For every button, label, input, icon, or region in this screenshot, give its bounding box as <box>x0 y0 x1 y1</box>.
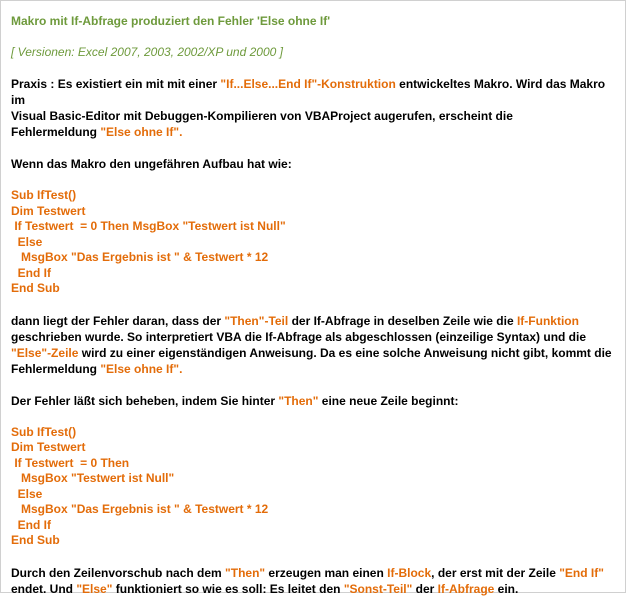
versions-note: [ Versionen: Excel 2007, 2003, 2002/XP und 2000 ] <box>11 45 283 59</box>
code-line: Sub IfTest() <box>11 188 77 202</box>
highlight-run: "Else ohne If". <box>100 125 183 139</box>
code-line: End If <box>11 265 51 280</box>
text-run: erzeugen man einen <box>265 565 388 580</box>
text-run: ein. <box>494 581 519 596</box>
highlight-run: "If...Else...End If"-Konstruktion <box>220 77 396 91</box>
text-run: eine neue Zeile beginnt: <box>318 393 459 408</box>
text-run: endet. Und <box>11 581 77 596</box>
highlight-run: If-Funktion <box>516 313 579 328</box>
highlight-run: "Then"-Teil <box>224 313 289 328</box>
text-run: Fehlermeldung <box>11 125 101 139</box>
highlight-run: "Then" <box>225 565 266 580</box>
text-run: entwickeltes Makro. Wird das Makro im <box>11 77 606 107</box>
highlight-run: "Else ohne If". <box>100 361 183 376</box>
code-line: End Sub <box>11 281 60 295</box>
code-line: Dim Testwert <box>11 203 86 218</box>
explanation-paragraph <box>11 313 615 377</box>
code-line: MsgBox "Das Ergebnis ist " & Testwert * 12 <box>11 250 269 264</box>
code-block-2 <box>11 425 615 549</box>
text-run: , der erst mit der Zeile <box>431 565 560 580</box>
code-line: Dim Testwert <box>11 440 86 454</box>
text-run: funktioniert so wie es soll: Es leitet den <box>112 581 344 596</box>
code-line: Sub IfTest() <box>11 424 77 439</box>
fix-paragraph <box>11 393 615 409</box>
highlight-run: "Then" <box>278 393 319 408</box>
code-line: If Testwert = 0 Then MsgBox "Testwert ist Null" <box>11 219 286 233</box>
text-run: der If-Abfrage in deselben Zeile wie die <box>288 313 517 328</box>
text-run: Visual Basic-Editor mit Debuggen-Kompilieren von VBAProject augerufen, erscheint die <box>11 109 513 123</box>
highlight-run: "Else" <box>76 581 113 596</box>
code-line: End Sub <box>11 533 60 547</box>
highlight-run: If-Block <box>387 565 432 580</box>
highlight-run: "Sonst-Teil" <box>343 581 413 596</box>
text-run: geschrieben wurde. So interpretiert VBA die If-Abfrage als abgeschlossen (einzeilige Syntax) und die <box>11 329 587 344</box>
highlight-run: "End If" <box>559 565 604 580</box>
highlight-run: If-Abfrage <box>437 581 495 596</box>
code-line: If Testwert = 0 Then <box>11 455 130 470</box>
text-run: dann liegt der Fehler daran, dass der <box>11 313 225 328</box>
text-run: Durch den Zeilenvorschub nach dem <box>11 565 226 580</box>
conclusion-paragraph <box>11 565 615 597</box>
text-run: Der Fehler läßt sich beheben, indem Sie hinter <box>11 393 279 408</box>
highlight-run: "Else"-Zeile <box>11 345 79 360</box>
code-line: MsgBox "Testwert ist Null" <box>11 471 175 485</box>
code-block-1 <box>11 188 615 297</box>
page-title: Makro mit If-Abfrage produziert den Fehler 'Else ohne If' <box>11 14 331 28</box>
text-run: der <box>412 581 438 596</box>
text-run: wird zu einer eigenständigen Anweisung. Da es eine solche Anweisung nicht gibt, kommt die Fehlermeldung <box>11 345 612 376</box>
code-line: End If <box>11 517 51 532</box>
code-line: Else <box>11 486 43 501</box>
code-line: Else <box>11 234 43 249</box>
intro-paragraph: Wenn das Makro den ungefähren Aufbau hat wie: <box>11 157 292 171</box>
code-line: MsgBox "Das Ergebnis ist " & Testwert * 12 <box>11 502 269 516</box>
text-run: Praxis : Es existiert ein mit mit einer <box>11 77 221 91</box>
praxis-paragraph <box>11 76 615 140</box>
